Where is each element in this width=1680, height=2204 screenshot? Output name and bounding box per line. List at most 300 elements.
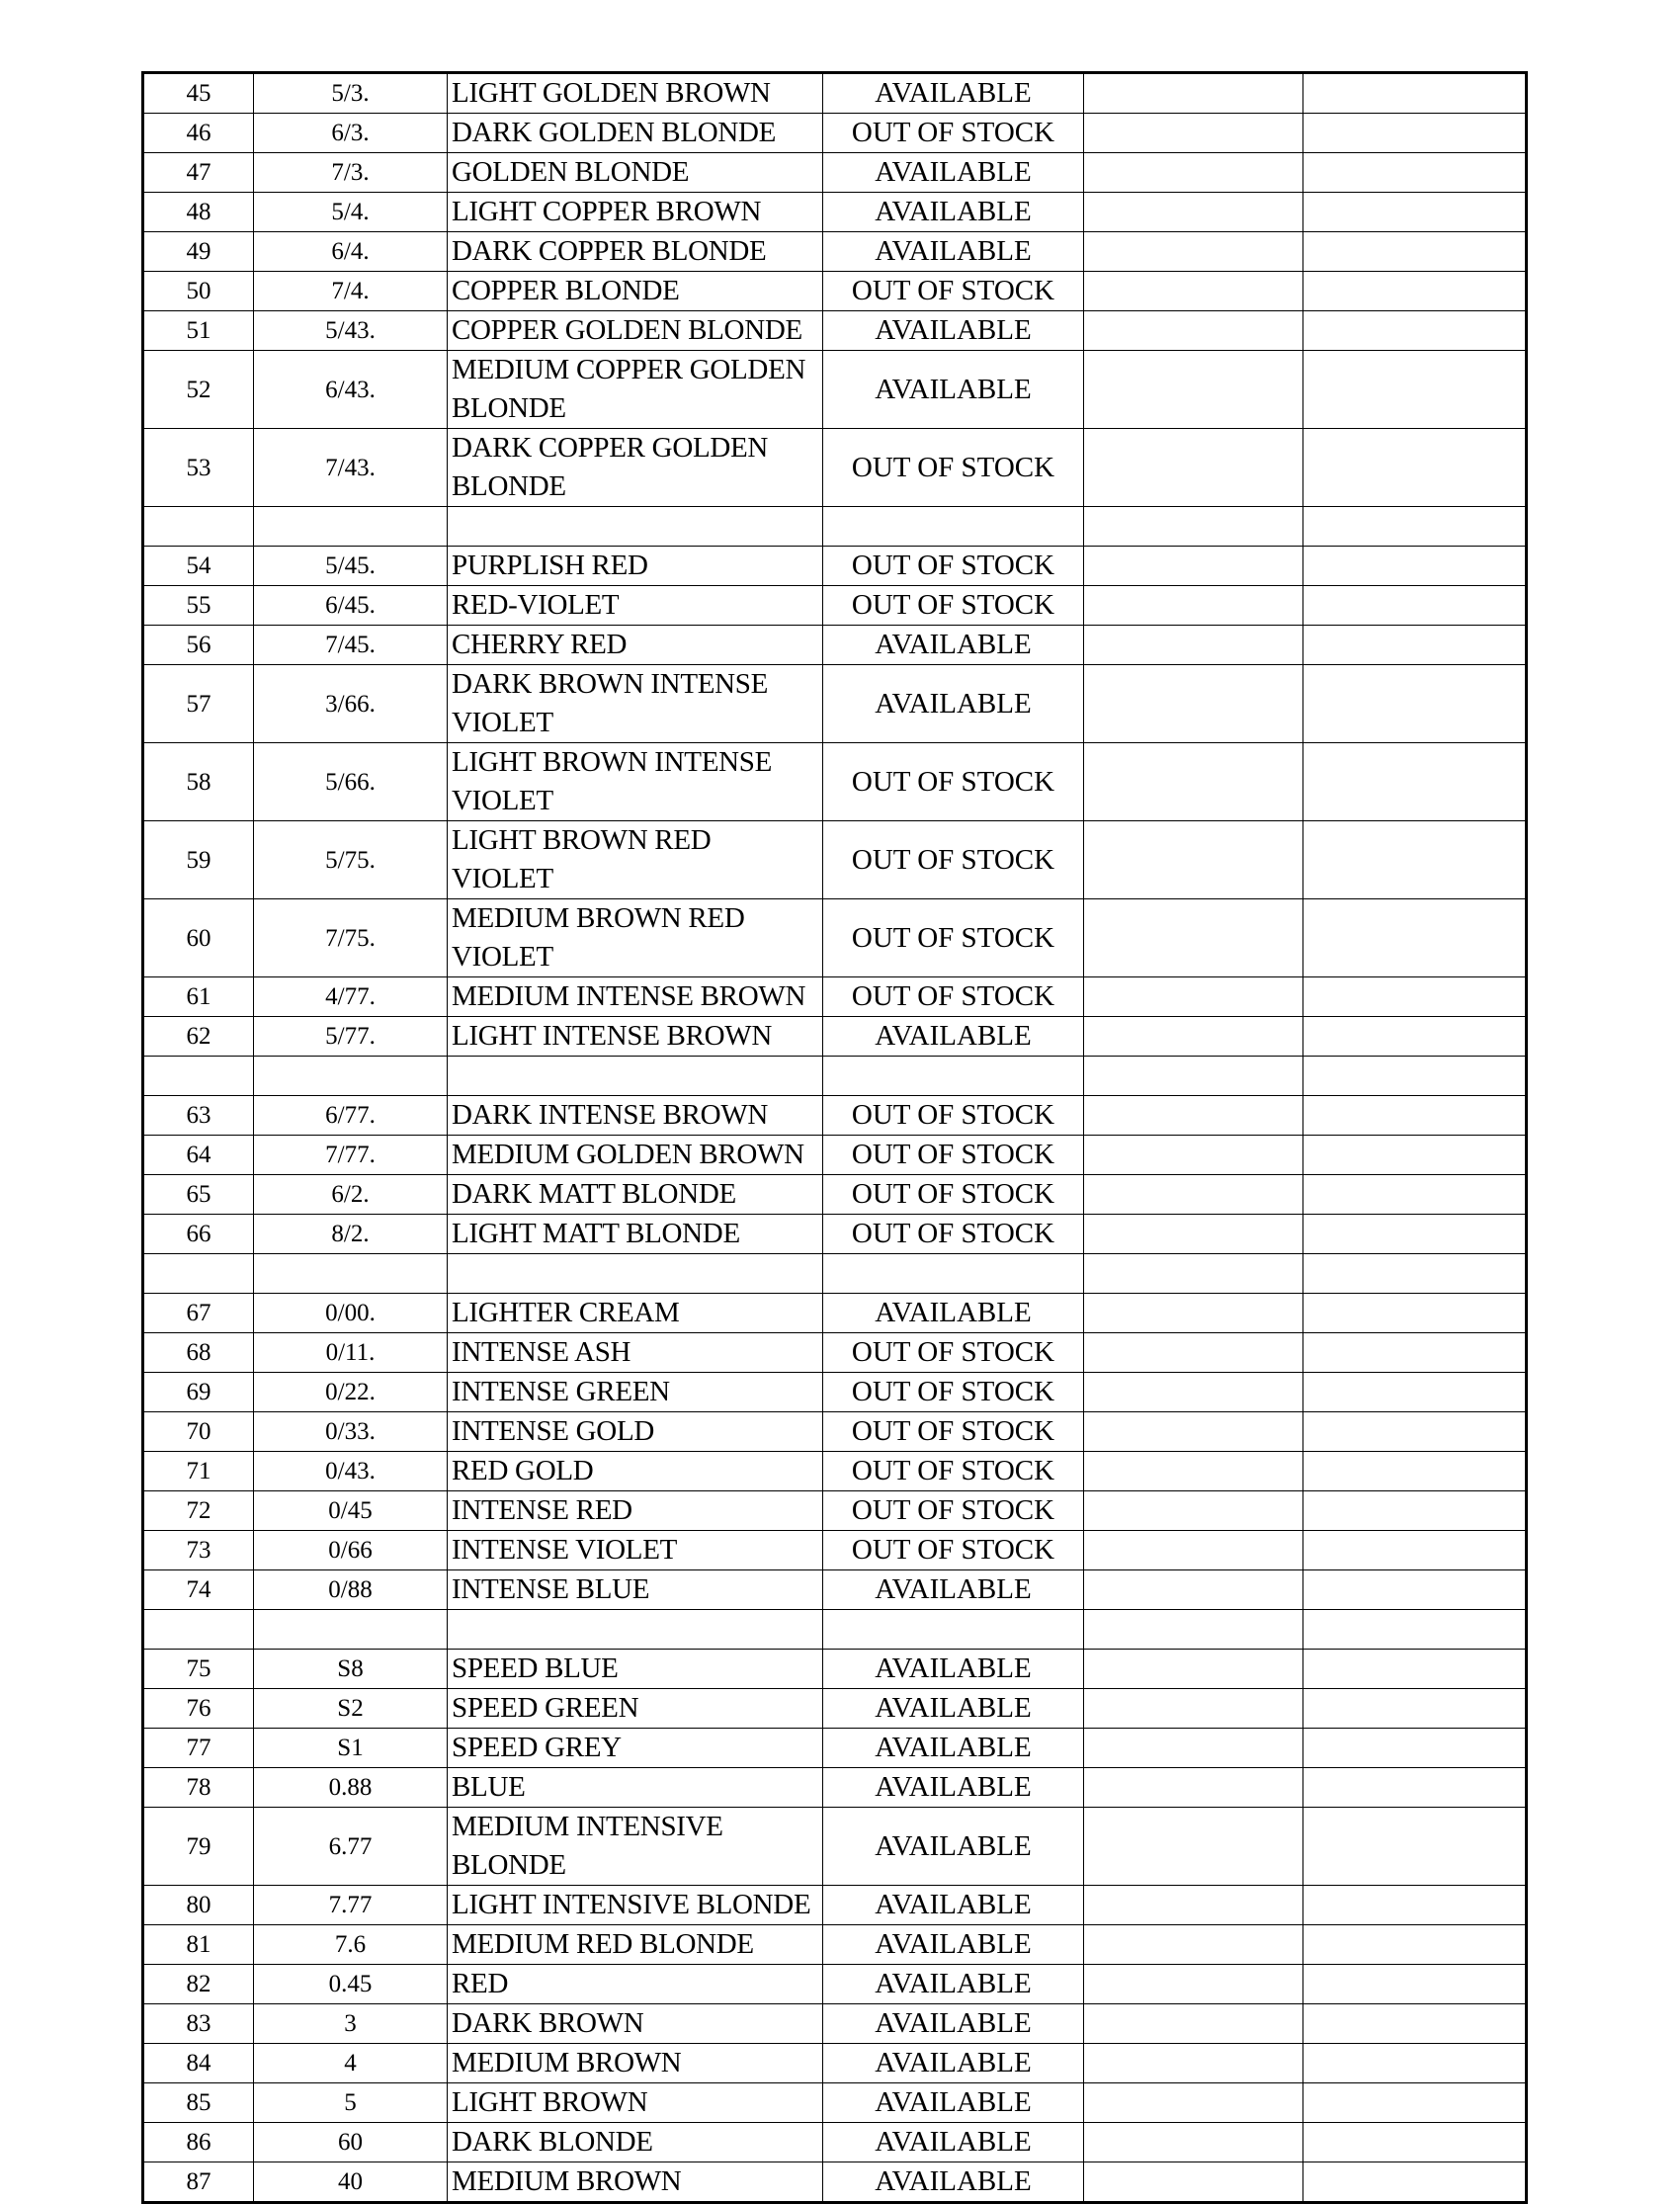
empty-cell	[1084, 665, 1303, 743]
table-row	[143, 665, 1527, 743]
shade-code-cell: 60	[254, 2123, 448, 2162]
item-number-cell: 68	[143, 1333, 254, 1373]
stock-status-cell: AVAILABLE	[823, 1886, 1084, 1925]
shade-name-cell: LIGHT INTENSE BROWN	[448, 1017, 823, 1057]
item-number-cell: 60	[143, 899, 254, 977]
table-row	[143, 351, 1527, 429]
empty-cell	[1303, 1136, 1527, 1175]
shade-name-cell: MEDIUM INTENSIVE BLONDE	[448, 1808, 823, 1886]
empty-cell	[1303, 1294, 1527, 1333]
empty-cell	[1303, 1808, 1527, 1886]
empty-cell	[1084, 821, 1303, 899]
stock-status-cell: AVAILABLE	[823, 2083, 1084, 2123]
shade-name-cell: RED-VIOLET	[448, 586, 823, 626]
stock-status-cell: AVAILABLE	[823, 1294, 1084, 1333]
stock-status-cell: AVAILABLE	[823, 1650, 1084, 1689]
empty-cell	[1303, 1333, 1527, 1373]
shade-name-cell: SPEED BLUE	[448, 1650, 823, 1689]
stock-status-cell: AVAILABLE	[823, 1689, 1084, 1729]
empty-cell	[1084, 1017, 1303, 1057]
stock-status-cell: AVAILABLE	[823, 1570, 1084, 1610]
empty-cell	[1084, 1650, 1303, 1689]
item-number-cell: 63	[143, 1096, 254, 1136]
empty-cell	[143, 507, 254, 547]
table-row	[143, 1768, 1527, 1808]
empty-cell	[1084, 1373, 1303, 1412]
empty-cell	[1303, 1729, 1527, 1768]
stock-status-cell: OUT OF STOCK	[823, 1531, 1084, 1570]
empty-cell	[1084, 2083, 1303, 2123]
item-number-cell: 80	[143, 1886, 254, 1925]
item-number-cell: 74	[143, 1570, 254, 1610]
empty-cell	[1303, 272, 1527, 311]
shade-name-cell: INTENSE VIOLET	[448, 1531, 823, 1570]
item-number-cell: 62	[143, 1017, 254, 1057]
empty-cell	[1303, 232, 1527, 272]
item-number-cell: 69	[143, 1373, 254, 1412]
shade-code-cell: 6/77.	[254, 1096, 448, 1136]
empty-cell	[823, 507, 1084, 547]
shade-code-cell: 5/3.	[254, 73, 448, 114]
empty-cell	[1303, 73, 1527, 114]
shade-name-cell: LIGHT INTENSIVE BLONDE	[448, 1886, 823, 1925]
shade-code-cell: 0/45	[254, 1491, 448, 1531]
shade-code-cell: S8	[254, 1650, 448, 1689]
shade-code-cell: 5/43.	[254, 311, 448, 351]
empty-cell	[823, 1057, 1084, 1096]
stock-status-cell: OUT OF STOCK	[823, 114, 1084, 153]
item-number-cell: 56	[143, 626, 254, 665]
empty-cell	[448, 1057, 823, 1096]
empty-cell	[1084, 743, 1303, 821]
empty-cell	[1303, 743, 1527, 821]
item-number-cell: 47	[143, 153, 254, 193]
shade-name-cell: LIGHTER CREAM	[448, 1294, 823, 1333]
empty-cell	[1303, 1650, 1527, 1689]
table-row	[143, 1136, 1527, 1175]
empty-cell	[1303, 2004, 1527, 2044]
empty-cell	[1084, 351, 1303, 429]
table-row	[143, 977, 1527, 1017]
stock-status-cell: OUT OF STOCK	[823, 1333, 1084, 1373]
shade-code-cell: 6/3.	[254, 114, 448, 153]
empty-cell	[254, 1254, 448, 1294]
empty-cell	[1303, 1925, 1527, 1965]
shade-name-cell: DARK BROWN INTENSE VIOLET	[448, 665, 823, 743]
shade-code-cell: 3/66.	[254, 665, 448, 743]
empty-cell	[1084, 153, 1303, 193]
empty-cell	[1084, 272, 1303, 311]
empty-cell	[254, 507, 448, 547]
table-row	[143, 311, 1527, 351]
empty-cell	[1084, 2004, 1303, 2044]
empty-cell	[143, 1610, 254, 1650]
empty-cell	[1084, 311, 1303, 351]
item-number-cell: 59	[143, 821, 254, 899]
empty-cell	[1303, 1057, 1527, 1096]
table-row	[143, 1650, 1527, 1689]
empty-cell	[1303, 899, 1527, 977]
empty-cell	[448, 1254, 823, 1294]
stock-status-cell: OUT OF STOCK	[823, 1215, 1084, 1254]
shade-name-cell: MEDIUM RED BLONDE	[448, 1925, 823, 1965]
empty-cell	[1084, 2123, 1303, 2162]
shade-code-cell: 7/75.	[254, 899, 448, 977]
empty-cell	[1303, 311, 1527, 351]
empty-cell	[823, 1610, 1084, 1650]
shade-name-cell: MEDIUM BROWN	[448, 2162, 823, 2203]
stock-status-cell: OUT OF STOCK	[823, 272, 1084, 311]
item-number-cell: 67	[143, 1294, 254, 1333]
empty-cell	[1084, 73, 1303, 114]
shade-name-cell: BLUE	[448, 1768, 823, 1808]
empty-cell	[1303, 1570, 1527, 1610]
table-row	[143, 114, 1527, 153]
empty-cell	[1084, 1570, 1303, 1610]
shade-name-cell: LIGHT BROWN	[448, 2083, 823, 2123]
table-row	[143, 586, 1527, 626]
shade-code-cell: 0/11.	[254, 1333, 448, 1373]
empty-cell	[254, 1610, 448, 1650]
shade-code-cell: 5/77.	[254, 1017, 448, 1057]
shade-code-cell: 6/43.	[254, 351, 448, 429]
stock-status-cell: AVAILABLE	[823, 1017, 1084, 1057]
table-row	[143, 899, 1527, 977]
empty-cell	[1303, 626, 1527, 665]
empty-cell	[1084, 1768, 1303, 1808]
stock-status-cell: AVAILABLE	[823, 665, 1084, 743]
empty-cell	[1084, 586, 1303, 626]
shade-code-cell: 0/88	[254, 1570, 448, 1610]
empty-cell	[1084, 1096, 1303, 1136]
stock-status-cell: AVAILABLE	[823, 1768, 1084, 1808]
table-row	[143, 1452, 1527, 1491]
shade-code-cell: 0/00.	[254, 1294, 448, 1333]
shade-name-cell: INTENSE BLUE	[448, 1570, 823, 1610]
item-number-cell: 54	[143, 547, 254, 586]
shade-code-cell: S1	[254, 1729, 448, 1768]
shade-name-cell: GOLDEN BLONDE	[448, 153, 823, 193]
empty-cell	[1084, 1452, 1303, 1491]
empty-cell	[1084, 626, 1303, 665]
table-row	[143, 1886, 1527, 1925]
shade-code-cell: 7/43.	[254, 429, 448, 507]
item-number-cell: 53	[143, 429, 254, 507]
shade-name-cell: MEDIUM COPPER GOLDEN BLONDE	[448, 351, 823, 429]
shade-name-cell: INTENSE GREEN	[448, 1373, 823, 1412]
item-number-cell: 78	[143, 1768, 254, 1808]
stock-status-cell: AVAILABLE	[823, 351, 1084, 429]
stock-status-cell: AVAILABLE	[823, 1925, 1084, 1965]
table-row	[143, 2044, 1527, 2083]
shade-name-cell: DARK COPPER GOLDEN BLONDE	[448, 429, 823, 507]
empty-cell	[143, 1057, 254, 1096]
table-row	[143, 1175, 1527, 1215]
empty-cell	[1303, 429, 1527, 507]
table-row	[143, 1294, 1527, 1333]
empty-cell	[1084, 1531, 1303, 1570]
empty-cell	[1084, 1965, 1303, 2004]
shade-name-cell: MEDIUM INTENSE BROWN	[448, 977, 823, 1017]
empty-cell	[1303, 665, 1527, 743]
empty-cell	[1303, 821, 1527, 899]
table-row	[143, 1215, 1527, 1254]
table-row	[143, 2123, 1527, 2162]
empty-cell	[254, 1057, 448, 1096]
table-row	[143, 1333, 1527, 1373]
shade-code-cell: 0.88	[254, 1768, 448, 1808]
item-number-cell: 81	[143, 1925, 254, 1965]
empty-cell	[1084, 1491, 1303, 1531]
empty-cell	[1084, 114, 1303, 153]
item-number-cell: 70	[143, 1412, 254, 1452]
stock-status-cell: OUT OF STOCK	[823, 547, 1084, 586]
stock-status-cell: AVAILABLE	[823, 2004, 1084, 2044]
stock-status-cell: AVAILABLE	[823, 153, 1084, 193]
table-row	[143, 1729, 1527, 1768]
stock-status-cell: OUT OF STOCK	[823, 1412, 1084, 1452]
stock-status-cell: AVAILABLE	[823, 73, 1084, 114]
empty-cell	[1084, 1057, 1303, 1096]
empty-cell	[1084, 2044, 1303, 2083]
item-number-cell: 50	[143, 272, 254, 311]
empty-cell	[1303, 351, 1527, 429]
shade-code-cell: 0/33.	[254, 1412, 448, 1452]
shade-code-cell: 6/2.	[254, 1175, 448, 1215]
item-number-cell: 82	[143, 1965, 254, 2004]
shade-name-cell: LIGHT COPPER BROWN	[448, 193, 823, 232]
table-row	[143, 153, 1527, 193]
shade-name-cell: MEDIUM BROWN	[448, 2044, 823, 2083]
shade-code-cell: 40	[254, 2162, 448, 2203]
stock-status-cell: OUT OF STOCK	[823, 429, 1084, 507]
item-number-cell: 61	[143, 977, 254, 1017]
shade-code-cell: 0/22.	[254, 1373, 448, 1412]
table-row	[143, 1412, 1527, 1452]
stock-status-cell: OUT OF STOCK	[823, 1491, 1084, 1531]
empty-cell	[1303, 1096, 1527, 1136]
item-number-cell: 52	[143, 351, 254, 429]
shade-code-cell: 6/45.	[254, 586, 448, 626]
empty-cell	[1084, 1136, 1303, 1175]
shade-name-cell: DARK BROWN	[448, 2004, 823, 2044]
table-row	[143, 232, 1527, 272]
empty-cell	[1084, 1333, 1303, 1373]
shade-name-cell: SPEED GREY	[448, 1729, 823, 1768]
shade-name-cell: LIGHT GOLDEN BROWN	[448, 73, 823, 114]
stock-status-cell: AVAILABLE	[823, 2044, 1084, 2083]
shade-name-cell: DARK INTENSE BROWN	[448, 1096, 823, 1136]
empty-cell	[1303, 2083, 1527, 2123]
item-number-cell: 64	[143, 1136, 254, 1175]
empty-cell	[1084, 899, 1303, 977]
empty-cell	[448, 507, 823, 547]
item-number-cell: 83	[143, 2004, 254, 2044]
table-row	[143, 821, 1527, 899]
empty-cell	[1084, 1175, 1303, 1215]
item-number-cell: 66	[143, 1215, 254, 1254]
table-spacer-row	[143, 507, 1527, 547]
item-number-cell: 85	[143, 2083, 254, 2123]
empty-cell	[1303, 1017, 1527, 1057]
empty-cell	[1303, 1491, 1527, 1531]
empty-cell	[1084, 1412, 1303, 1452]
table-row	[143, 1531, 1527, 1570]
table-spacer-row	[143, 1610, 1527, 1650]
shade-name-cell: LIGHT BROWN INTENSE VIOLET	[448, 743, 823, 821]
shade-code-cell: 8/2.	[254, 1215, 448, 1254]
shade-code-cell: 7/4.	[254, 272, 448, 311]
empty-cell	[1303, 1689, 1527, 1729]
table-spacer-row	[143, 1057, 1527, 1096]
shade-code-cell: 6/4.	[254, 232, 448, 272]
item-number-cell: 51	[143, 311, 254, 351]
table-row	[143, 1808, 1527, 1886]
empty-cell	[1303, 1610, 1527, 1650]
stock-status-cell: OUT OF STOCK	[823, 977, 1084, 1017]
empty-cell	[1084, 547, 1303, 586]
shade-name-cell: COPPER GOLDEN BLONDE	[448, 311, 823, 351]
shade-name-cell: DARK MATT BLONDE	[448, 1175, 823, 1215]
item-number-cell: 87	[143, 2162, 254, 2203]
table-row	[143, 73, 1527, 114]
empty-cell	[1303, 977, 1527, 1017]
table-row	[143, 1925, 1527, 1965]
stock-status-cell: AVAILABLE	[823, 626, 1084, 665]
empty-cell	[1084, 1925, 1303, 1965]
shade-name-cell: LIGHT MATT BLONDE	[448, 1215, 823, 1254]
shade-code-cell: 0.45	[254, 1965, 448, 2004]
item-number-cell: 73	[143, 1531, 254, 1570]
empty-cell	[823, 1254, 1084, 1294]
empty-cell	[1084, 1689, 1303, 1729]
shade-name-cell: MEDIUM BROWN RED VIOLET	[448, 899, 823, 977]
item-number-cell: 57	[143, 665, 254, 743]
empty-cell	[1303, 1175, 1527, 1215]
empty-cell	[1303, 1452, 1527, 1491]
table-row	[143, 626, 1527, 665]
table-row	[143, 193, 1527, 232]
shade-name-cell: LIGHT BROWN RED VIOLET	[448, 821, 823, 899]
shade-name-cell: COPPER BLONDE	[448, 272, 823, 311]
empty-cell	[1303, 2044, 1527, 2083]
table-row	[143, 1570, 1527, 1610]
empty-cell	[1084, 232, 1303, 272]
empty-cell	[1303, 1886, 1527, 1925]
shade-name-cell: SPEED GREEN	[448, 1689, 823, 1729]
table-row	[143, 2083, 1527, 2123]
stock-status-cell: AVAILABLE	[823, 2123, 1084, 2162]
shade-name-cell: RED	[448, 1965, 823, 2004]
shade-code-cell: 0/66	[254, 1531, 448, 1570]
shade-name-cell: RED GOLD	[448, 1452, 823, 1491]
stock-status-cell: AVAILABLE	[823, 1808, 1084, 1886]
shade-code-cell: 7.6	[254, 1925, 448, 1965]
empty-cell	[1084, 1610, 1303, 1650]
stock-table-body	[143, 73, 1527, 2203]
shade-code-cell: 5/75.	[254, 821, 448, 899]
empty-cell	[1084, 977, 1303, 1017]
table-spacer-row	[143, 1254, 1527, 1294]
empty-cell	[1303, 2123, 1527, 2162]
shade-name-cell: DARK BLONDE	[448, 2123, 823, 2162]
shade-code-cell: 7/77.	[254, 1136, 448, 1175]
shade-name-cell: DARK COPPER BLONDE	[448, 232, 823, 272]
stock-table	[141, 71, 1528, 2204]
empty-cell	[1084, 1294, 1303, 1333]
table-row	[143, 743, 1527, 821]
shade-code-cell: 6.77	[254, 1808, 448, 1886]
empty-cell	[1303, 1965, 1527, 2004]
shade-code-cell: 7/3.	[254, 153, 448, 193]
empty-cell	[1084, 1729, 1303, 1768]
table-row	[143, 1491, 1527, 1531]
empty-cell	[1303, 1768, 1527, 1808]
table-row	[143, 1096, 1527, 1136]
table-row	[143, 1965, 1527, 2004]
shade-code-cell: 0/43.	[254, 1452, 448, 1491]
shade-name-cell: MEDIUM GOLDEN BROWN	[448, 1136, 823, 1175]
item-number-cell: 72	[143, 1491, 254, 1531]
empty-cell	[1303, 153, 1527, 193]
stock-status-cell: AVAILABLE	[823, 1729, 1084, 1768]
stock-status-cell: AVAILABLE	[823, 193, 1084, 232]
empty-cell	[1084, 507, 1303, 547]
item-number-cell: 76	[143, 1689, 254, 1729]
table-row	[143, 1689, 1527, 1729]
empty-cell	[1084, 193, 1303, 232]
shade-name-cell: INTENSE ASH	[448, 1333, 823, 1373]
table-row	[143, 2162, 1527, 2203]
stock-status-cell: AVAILABLE	[823, 1965, 1084, 2004]
empty-cell	[1303, 2162, 1527, 2203]
shade-code-cell: 5/45.	[254, 547, 448, 586]
table-row	[143, 1017, 1527, 1057]
stock-status-cell: OUT OF STOCK	[823, 743, 1084, 821]
shade-code-cell: 4	[254, 2044, 448, 2083]
shade-code-cell: 5	[254, 2083, 448, 2123]
stock-status-cell: OUT OF STOCK	[823, 1373, 1084, 1412]
item-number-cell: 55	[143, 586, 254, 626]
stock-status-cell: AVAILABLE	[823, 311, 1084, 351]
empty-cell	[1303, 1531, 1527, 1570]
empty-cell	[1303, 114, 1527, 153]
empty-cell	[1303, 547, 1527, 586]
item-number-cell: 75	[143, 1650, 254, 1689]
shade-name-cell: CHERRY RED	[448, 626, 823, 665]
table-row	[143, 547, 1527, 586]
stock-status-cell: AVAILABLE	[823, 2162, 1084, 2203]
empty-cell	[1084, 1886, 1303, 1925]
empty-cell	[1084, 1808, 1303, 1886]
item-number-cell: 49	[143, 232, 254, 272]
item-number-cell: 46	[143, 114, 254, 153]
item-number-cell: 45	[143, 73, 254, 114]
table-row	[143, 1373, 1527, 1412]
shade-name-cell: PURPLISH RED	[448, 547, 823, 586]
stock-status-cell: OUT OF STOCK	[823, 586, 1084, 626]
empty-cell	[1303, 1254, 1527, 1294]
empty-cell	[1303, 1373, 1527, 1412]
shade-name-cell: DARK GOLDEN BLONDE	[448, 114, 823, 153]
empty-cell	[143, 1254, 254, 1294]
table-row	[143, 272, 1527, 311]
empty-cell	[1303, 586, 1527, 626]
empty-cell	[1084, 1215, 1303, 1254]
stock-status-cell: OUT OF STOCK	[823, 821, 1084, 899]
item-number-cell: 71	[143, 1452, 254, 1491]
stock-status-cell: OUT OF STOCK	[823, 1452, 1084, 1491]
